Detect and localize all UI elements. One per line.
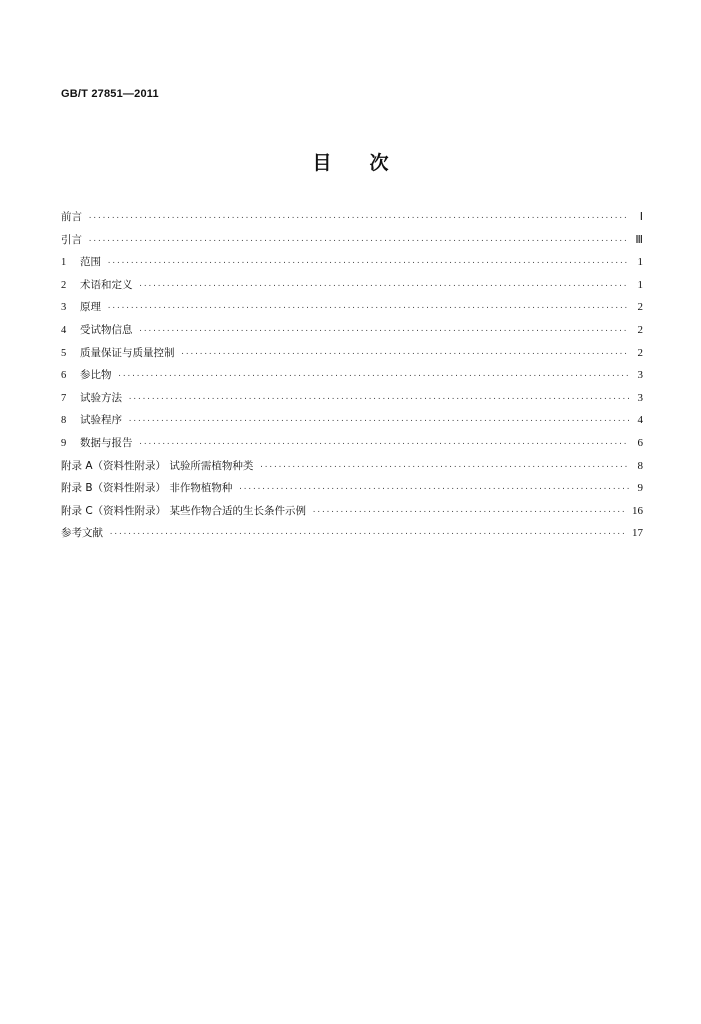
toc-entry-page: 3: [637, 391, 643, 404]
toc-entry-number: 1: [61, 257, 67, 269]
toc-entry-number: 2: [61, 279, 67, 291]
toc-entry-label: 引言: [61, 233, 82, 246]
toc-entry-section-7[interactable]: [61, 387, 643, 410]
toc-entry-page: 4: [637, 414, 643, 427]
toc-entry-number: 4: [61, 324, 67, 336]
toc-entry-section-3[interactable]: [61, 296, 643, 319]
toc-entry-page: 1: [637, 256, 643, 269]
toc-entry-label: 原理: [80, 301, 101, 314]
toc-entry-label: 质量保证与质量控制: [80, 346, 175, 359]
toc-entry-page: 1: [637, 278, 643, 291]
toc-entry-page: 2: [637, 323, 643, 336]
toc-entry-page: Ⅰ: [639, 211, 643, 223]
toc-entry-section-8[interactable]: [61, 409, 643, 432]
toc-entry-label: 参考文献: [61, 527, 103, 540]
toc-entry-section-4[interactable]: [61, 319, 643, 342]
toc-entry-page: 9: [637, 482, 643, 495]
standard-number: GB/T 27851—2011: [61, 88, 159, 100]
dot-leader: [107, 252, 629, 275]
toc-entry-section-2[interactable]: [61, 274, 643, 297]
table-of-contents: [61, 206, 643, 545]
toc-entry-appendix-c[interactable]: [61, 500, 643, 523]
toc-entry-page: 8: [637, 459, 643, 472]
dot-leader: [88, 207, 629, 230]
toc-entry-page: 16: [632, 504, 643, 517]
toc-entry-label: 前言: [61, 211, 82, 223]
dot-leader: [259, 456, 629, 479]
dot-leader: [88, 230, 629, 253]
toc-entry-section-5[interactable]: [61, 342, 643, 365]
toc-entry-number: 9: [61, 437, 67, 449]
toc-entry-label: 参比物: [80, 369, 112, 382]
toc-entry-number: 8: [61, 415, 67, 427]
dot-leader: [139, 433, 630, 456]
toc-entry-page: 2: [637, 301, 643, 314]
toc-entry-label: 数据与报告: [80, 436, 133, 449]
dot-leader: [128, 410, 629, 433]
toc-entry-section-9[interactable]: [61, 432, 643, 455]
toc-entry-page: 2: [637, 346, 643, 359]
toc-entry-appendix-a[interactable]: [61, 455, 643, 478]
toc-entry-label: 附录 C（资料性附录） 某些作物合适的生长条件示例: [61, 504, 307, 517]
toc-entry-section-6[interactable]: [61, 364, 643, 387]
toc-title: 目次: [312, 152, 427, 174]
toc-entry-page: Ⅲ: [635, 233, 643, 246]
toc-entry-number: 5: [61, 347, 67, 359]
dot-leader: [238, 478, 629, 501]
toc-entry-number: 3: [61, 302, 67, 314]
toc-entry-number: 6: [61, 370, 67, 382]
toc-entry-label: 试验程序: [80, 414, 122, 427]
toc-entry-page: 17: [632, 527, 643, 540]
toc-entry-foreword[interactable]: [61, 206, 643, 229]
toc-entry-label: 术语和定义: [80, 278, 133, 291]
toc-entry-label: 附录 B（资料性附录） 非作物植物种: [61, 482, 233, 495]
toc-entry-label: 附录 A（资料性附录） 试验所需植物种类: [61, 459, 254, 472]
dot-leader: [139, 320, 630, 343]
toc-entry-label: 试验方法: [80, 391, 122, 404]
dot-leader: [109, 523, 626, 546]
toc-entry-number: 7: [61, 392, 67, 404]
toc-entry-label: 受试物信息: [80, 323, 133, 336]
dot-leader: [312, 501, 626, 524]
toc-entry-section-1[interactable]: [61, 251, 643, 274]
dot-leader: [181, 343, 630, 366]
dot-leader: [107, 297, 629, 320]
toc-entry-page: 6: [637, 436, 643, 449]
toc-entry-page: 3: [637, 369, 643, 382]
dot-leader: [139, 275, 630, 298]
dot-leader: [118, 365, 630, 388]
toc-entry-label: 范围: [80, 256, 101, 269]
toc-entry-appendix-b[interactable]: [61, 477, 643, 500]
toc-entry-references[interactable]: [61, 522, 643, 545]
toc-entry-introduction[interactable]: [61, 229, 643, 252]
dot-leader: [128, 388, 629, 411]
